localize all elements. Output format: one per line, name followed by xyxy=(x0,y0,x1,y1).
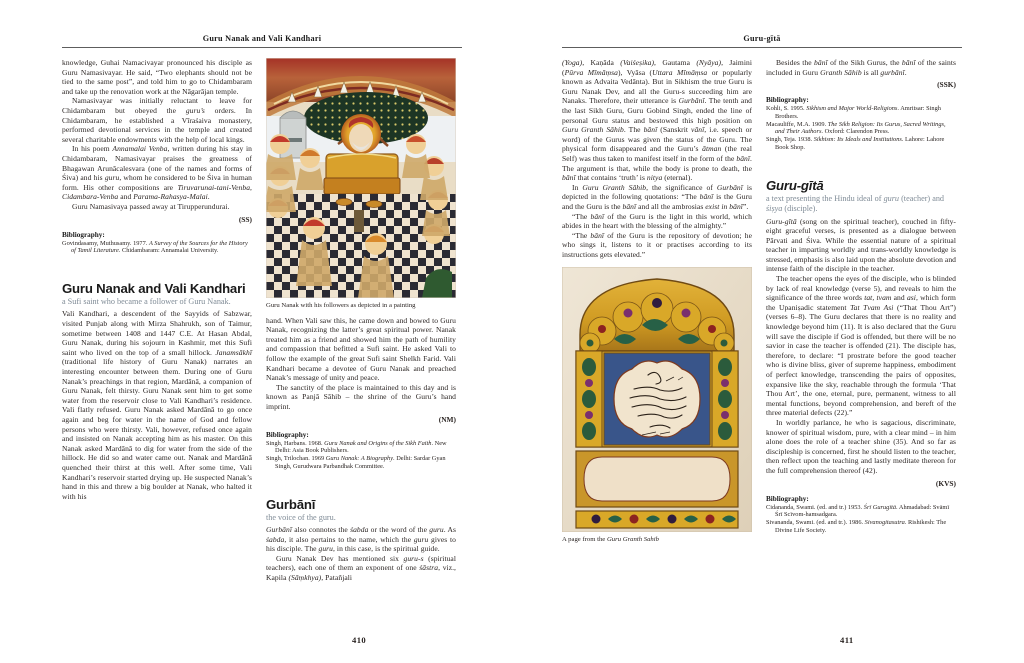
running-head-right xyxy=(562,28,962,46)
paragraph: Guru Namasivaya passed away at Tirupperundurai. xyxy=(72,201,230,211)
bibliography-heading: Bibliography: xyxy=(766,494,809,503)
spacer xyxy=(62,255,252,281)
bibliography-entry: Singh, Trilochan. 1969 Guru Nanak: A Biography. Delhi: Sardar Gyan Singh, Gurudwara Parbandhak Committee. xyxy=(266,455,446,470)
right-page xyxy=(512,0,1024,663)
bibliography-heading: Bibliography: xyxy=(62,230,105,239)
entry-gloss: a text presenting the Hindu ideal of guru (teacher) and śiṣya (disciple). xyxy=(766,193,945,214)
paragraph: Namasivayar was initially reluctant to leave for Chidambaram but obeyed the guru’s orders. In Chidambaram, he established a Vīraśaiva monastery, performed devotional services in the temple and created several charitable endowments with the help of local kings. xyxy=(62,96,253,144)
left-col-2 xyxy=(266,58,456,627)
running-head-rule xyxy=(562,47,962,48)
paragraph: Vali Kandhari, a descendent of the Sayyids of Sabzwar, visited Punjab along with Mirza Shahrukh, son of Taimur, sometime between 1408 and 1447 C.E. At Hasan Abdal, Guru Nanak, during his sojourn in Kashmir, met this Sufi saint who lived on the top of a small hillock. Janamsākhī (traditional life history of Guru Nanak) narrates an interesting encounter between them. During one of Guru Nanak’s preachings in that region, Mardānā, a companion of Guru Nanak, felt thirsty. Guru Nanak sent him to get some water from the reservoir close to Vali Kandhari’s residence. Vali flatly refused. Guru Nanak asked Mardānā to go once again and beg for water in the name of God and fellow persons who were thirsty. Vali, however, refused once again and insisted on Nanak accepting him as his master. On this Nanak asked Mardānā to dig for water from the side of the hillock. He did so and water came out. Nanak and Mardānā quenched their thirst at this well. After some time, Vali Kandhari’s reservoir started drying up. He suspected Nanak’s hand in this and threw a big boulder at Nanak, who halted it with his xyxy=(62,309,252,501)
contributor-initials: (KVS) xyxy=(935,478,956,488)
entry-gloss: the voice of the guru. xyxy=(266,512,336,522)
entry-title-gurbani: Gurbānī xyxy=(266,496,316,512)
spacer xyxy=(766,152,956,178)
guru-nanak-painting-image xyxy=(266,58,456,298)
paragraph: The teacher opens the eyes of the disciple, who is blinded by lack of real knowledge (verse 5), and reveals to him the significance of the three words tat, tvam and asi, which form the Upaniṣadic statement Tat Tvam Asi (“That Thou Art”) (verses 6–8). The Guru declares that there is no reality and knowledge beyond him (11). It is also declared that the Guru will save the disciple if God is offended, but there will be no savior in case the teacher is offended (21). The disciple has, therefore, to declare: “I prostrate before the good teacher who is divine bliss, giver of supreme happiness, embodiment of perfect knowledge, transcending the pairs of opposites, expansive like the sky, reachable through the formula ‘That Thou Art’, the one, eternal, pure, permanent, witness to all mental functions, beyond comprehension, and bereft of the three material defects (22).” xyxy=(766,274,957,418)
right-page-columns xyxy=(562,58,962,627)
paragraph: Besides the bānī of the Sikh Gurus, the bānī of the saints included in Guru Granth Sāhib is all gurbānī. xyxy=(766,58,956,77)
bibliography-entry: Kohli, S. 1995. Sikhism and Major World-Religions. Amritsar: Singh Brothers. xyxy=(766,105,941,120)
bibliography-entry: Singh, Harbans. 1968. Guru Nanak and Origins of the Sikh Faith. New Delhi: Asia Book Publishers. xyxy=(266,439,447,455)
running-head-text: Guru Nanak and Vali Kandhari xyxy=(202,34,322,43)
bibliography-entry: Sivananda, Swami. (ed. and tr.). 1986. Sivanogitasutra. Rishikesh: The Divine Life Society. xyxy=(766,519,947,534)
right-col-2 xyxy=(766,58,956,627)
bibliography-entry: Govindasamy, Muthusamy. 1977. A Survey of the Sources for the History of Tamil Literature. Chidambaram: Annamalai University. xyxy=(62,239,248,254)
entry-gloss: a Sufi saint who became a follower of Guru Nanak. xyxy=(62,297,231,306)
bibliography-entry: Singh, Teja. 1938. Sikhism: Its Ideals and Institutions. Lahore: Lahore Book Shop. xyxy=(766,136,945,151)
spacer xyxy=(266,471,456,497)
left-col-1 xyxy=(62,58,252,627)
paragraph: knowledge, Guhai Namacivayar pronounced his disciple as Guru Namasivayar. He said, “Two elephants should not be tied to the same post”, and told him to go to Chidambaram and take up the renovation work at the Nāgarājan temple. xyxy=(62,58,252,96)
running-head-left xyxy=(62,28,462,46)
entry-title-guru-gita: Guru-gītā xyxy=(766,177,824,193)
figure-caption: Guru Nanak with his followers as depicted in a painting xyxy=(266,301,416,309)
page-number-left: 410 xyxy=(352,635,367,645)
paragraph: Guru-gītā (song on the spiritual teacher), couched in fifty-eight graceful verses, is presented as a dialogue between Pārvati and Śiva. While the essential nature of a spiritual teacher in imparting worldly and trans-worldly knowledge is stressed, emphasis is also laid upon the absolute devotion and intense faith of the disciple in the teacher. xyxy=(766,216,956,274)
paragraph: hand. When Vali saw this, he came down and bowed to Guru Nanak, recognizing the latter’s great spiritual power. Nanak treated him as a friend and showed him the path of humility and compassion that befitted a Sufi saint. He asked Vali to follow the example of the great Sufi saint Shelkh Farid. Vali Kandhari became a devotee of Guru Nanak and preached Nanak’s message of unity and peace. xyxy=(266,315,456,383)
paragraph: In his poem Annamalai Venba, written during his stay in Chidambaram, Namasivayar praises the greatness of Bhagawan Arunācalesvara (one of the names and forms of Śiva) and his guru, whom he considered to be Śiva in human form. His other compositions are Tiruvarunai-tani-Venba, Cidambara-Venba and Parama-Rahasya-Malai. xyxy=(62,144,252,202)
paragraph: “The bānī of the Guru is the repository of devotion; he who sings it, listens to it or practises according to its instructions gets elevated.” xyxy=(562,230,752,259)
paragraph: (Yoga), Kaṇāda (Vaiśeṣika), Gautama (Nyāya), Jaimini (Pūrva Mīmāṃsa), Vyāsa (Uttara Mīmāṃsa or popularly known as Advaita Vedānta). But in Sikhism the true Guru is Guru Nanak Dev, and all the Guru-s succeeding him are Nanaks. Therefore, their utterance is Gurbānī. The tenth and the last Sikh Guru, Guru Gobind Singh, ended the line of personal Guru status and bestowed this high position on Guru Granth Sāhib. The bānī (Sanskrit vānī, i.e. speech or word) of the Gurus was given the status of the Guru. The physical form disappeared and the Guru’s ātman (the real Self) was thus taken to manifest itself in the form of the bānī. The argument is that, while the body is prone to death, the bānī that contains ‘truth’ is nitya (eternal). xyxy=(562,58,753,183)
figure-guru-granth-sahib-page xyxy=(562,267,752,544)
bibliography-heading: Bibliography: xyxy=(766,96,809,105)
bibliography-entry: Macauliffe, M.A. 1909. The Sikh Religion: Its Gurus, Sacred Writings, and Their Authors. Oxford: Clarendon Press. xyxy=(766,120,946,136)
left-page-columns xyxy=(62,58,462,627)
paragraph: “The bānī of the Guru is the light in this world, which abides in the heart with the blessing of the almighty.” xyxy=(562,211,752,231)
contributor-initials: (SSK) xyxy=(937,80,956,90)
bibliography-heading: Bibliography: xyxy=(266,430,309,439)
paragraph: Gurbānī also connotes the śabda or the word of the guru. As śabda, it also pertains to the name, which the guru gives to his disciple. The guru, in this case, is the spiritual guide. xyxy=(266,524,457,554)
guru-granth-sahib-page-image xyxy=(562,267,752,532)
page-number-right: 411 xyxy=(840,635,854,645)
figure-caption: A page from the Guru Granth Sahib xyxy=(562,535,659,543)
bibliography-entry: Cidananda, Swami. (ed. and tr.) 1953. Śrī Gurugītā. Ahmadabad: Svāmī Śrī Scīvom-hamsadgara. xyxy=(766,503,950,519)
paragraph: In Guru Granth Sāhib, the significance of Gurbānī is depicted in the following quotations: “The bānī is the Guru and the Guru is the bānī and all the ambrosias exist in bānī”. xyxy=(562,182,752,211)
running-head-rule xyxy=(62,47,462,48)
page-gutter xyxy=(512,0,513,663)
right-col-1 xyxy=(562,58,752,627)
paragraph: In worldly parlance, he who is sagacious, discriminate, knower of spiritual wisdom, pure, with a clear mind – in him alone does the role of a teacher shine (35). And so far as discipleship is concerned, first he should listen to the teacher, then reflect upon the teaching and lastly meditate thereon for the full comprehension thereof (42). xyxy=(766,417,956,475)
contributor-initials: (SS) xyxy=(238,214,252,224)
running-head-text: Guru-gītā xyxy=(743,34,781,43)
paragraph: Guru Nanak Dev has mentioned six guru-s (spiritual teachers), each one of them an exponent of one śāstra, viz., Kapila (Sāṃkhya), Patañjali xyxy=(266,553,457,582)
figure-guru-nanak-painting xyxy=(266,58,456,310)
paragraph: The sanctity of the place is maintained to this day and is known as Panjā Sāhib – the shrine of the Guru’s hand imprint. xyxy=(266,382,456,411)
entry-title-guru-nanak-vali-kandhari: Guru Nanak and Vali Kandhari xyxy=(62,281,246,296)
contributor-initials: (NM) xyxy=(438,414,456,424)
